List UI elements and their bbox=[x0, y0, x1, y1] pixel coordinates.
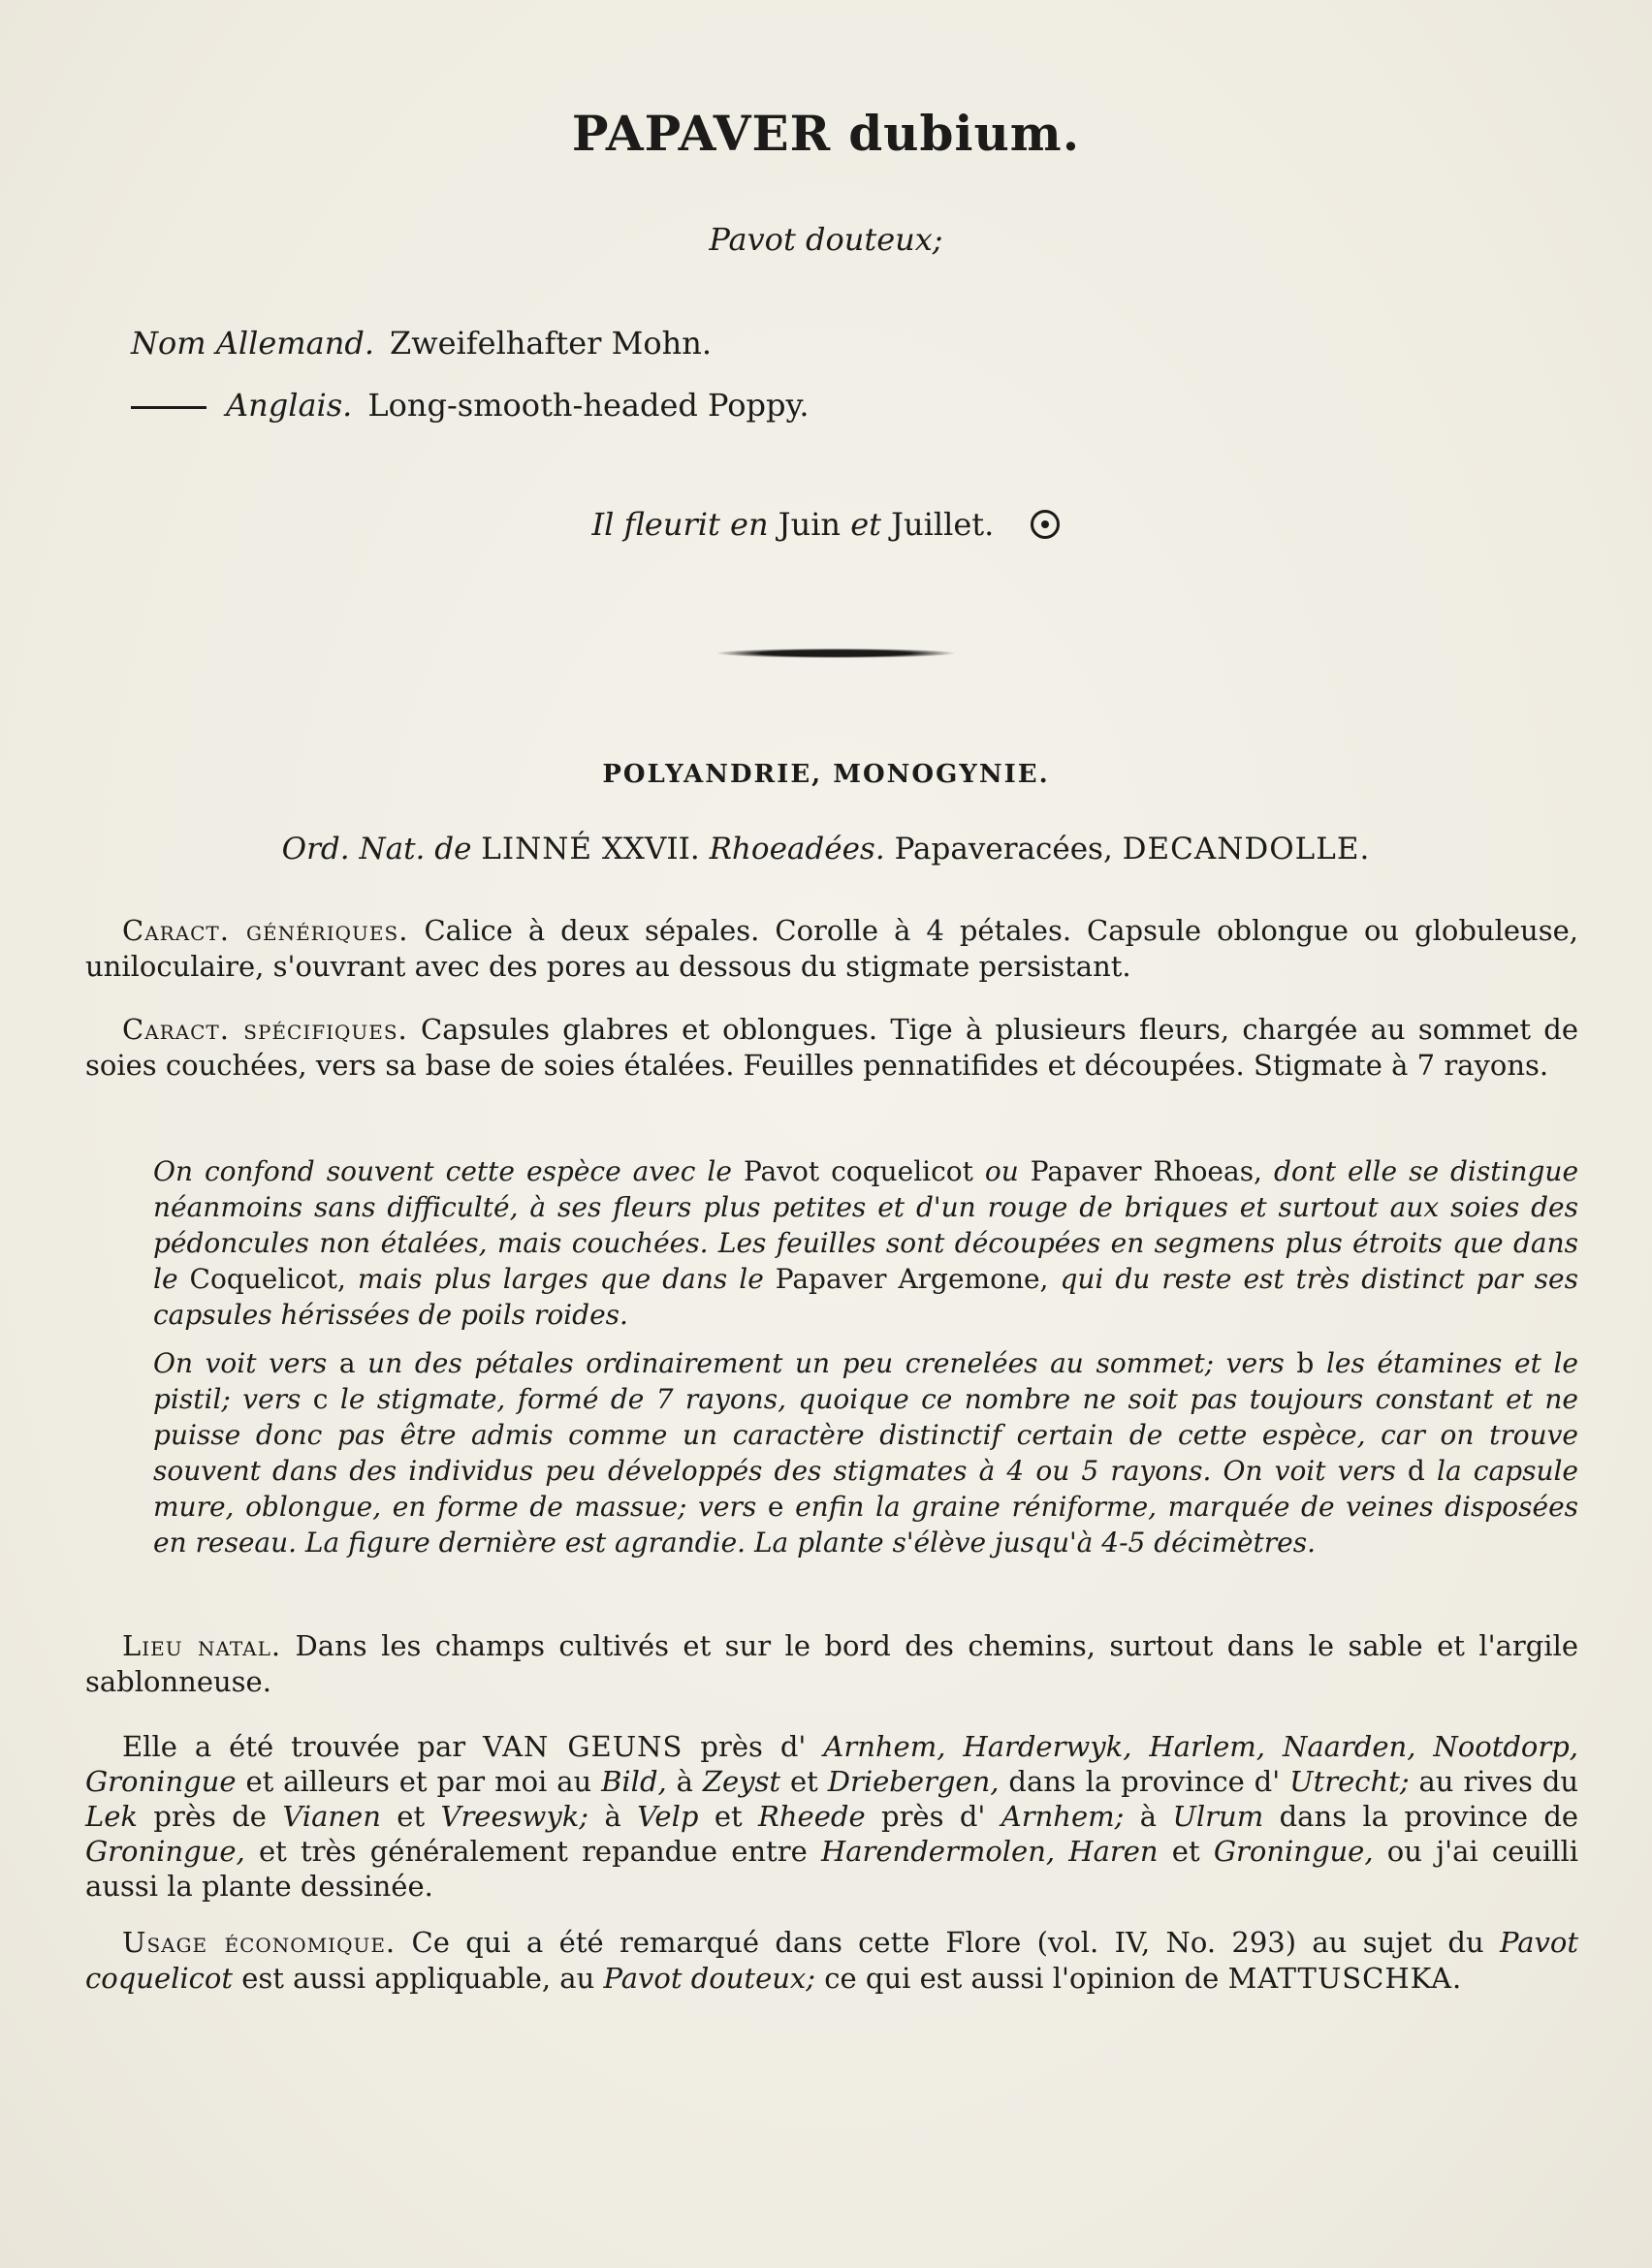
usage-f: MATTUSCHKA. bbox=[1227, 1962, 1463, 1995]
found-ab: Groningue, bbox=[85, 1835, 245, 1868]
found-c: près d' bbox=[700, 1730, 807, 1763]
note1-h: Papaver Argemone, bbox=[775, 1263, 1049, 1295]
found-p: Vianen bbox=[282, 1800, 381, 1833]
specific-label: Caract. spécifiques. bbox=[122, 1013, 408, 1046]
order-number: XXVII. bbox=[601, 832, 700, 866]
note2-a: On voit vers bbox=[153, 1347, 328, 1379]
found-u: et bbox=[714, 1800, 743, 1833]
note2-i: la capsule mure, oblongue, en forme de massue; vers bbox=[153, 1455, 1579, 1523]
title-genus: PAPAVER bbox=[571, 105, 832, 162]
usage-a: Ce qui a été remarqué dans cette Flore (vol. IV, No. 293) au sujet du bbox=[411, 1926, 1484, 1959]
note1-i: qui du reste est très distinct par ses capsules hérissées de poils roides. bbox=[153, 1263, 1578, 1331]
found-y: à bbox=[1139, 1800, 1158, 1833]
found-r: Vreeswyk; bbox=[440, 1800, 589, 1833]
order-papaveracees: Papaveracées, bbox=[894, 832, 1113, 866]
note1-d: Papaver Rhoeas, bbox=[1030, 1155, 1262, 1187]
found-h: Zeyst bbox=[702, 1765, 781, 1798]
note2-d: b bbox=[1296, 1347, 1315, 1379]
note1-e: dont elle se distingue néanmoins sans difficulté, à ses fleurs plus petites et d'un rouge de briques et surtout aux soies des pédoncules non étalées, mais couchées. Les feuilles sont découpées en segmens plus étroits que dans le bbox=[153, 1155, 1579, 1295]
found-ad: Harendermolen, Haren bbox=[820, 1835, 1159, 1868]
note2-e: les étamines et le pistil; vers bbox=[153, 1347, 1578, 1415]
note2-c: un des pétales ordinairement un peu crenelées au sommet; vers bbox=[367, 1347, 1285, 1379]
habitat-label: Lieu natal. bbox=[122, 1629, 282, 1662]
found-ae: et bbox=[1171, 1835, 1200, 1868]
french-name: Pavot douteux; bbox=[709, 221, 943, 258]
flowering-month-2: Juillet. bbox=[891, 506, 995, 543]
order-decandolle: DECANDOLLE. bbox=[1122, 832, 1371, 866]
german-name-row bbox=[131, 325, 810, 387]
found-w: près d' bbox=[881, 1800, 986, 1833]
common-names bbox=[131, 325, 810, 449]
flowering-et: et bbox=[850, 506, 881, 543]
note1-f: Coquelicot, bbox=[189, 1263, 346, 1295]
usage-c: est aussi appliquable, au bbox=[241, 1962, 595, 1995]
found-l: Utrecht; bbox=[1289, 1765, 1410, 1798]
linnean-class: POLYANDRIE, MONOGYNIE. bbox=[602, 760, 1050, 789]
note-paragraph-1 bbox=[153, 1153, 1578, 1333]
localities-paragraph bbox=[85, 1729, 1578, 1904]
specific-text: Capsules glabres et oblongues. Tige à plusieurs fleurs, chargée au sommet de soies couchées, vers sa base de soies étalées. Feuilles pennatifides et découpées. Stigmate à 7 rayons. bbox=[85, 1013, 1578, 1082]
order-a: Ord. Nat. de bbox=[281, 832, 472, 866]
note1-g: mais plus larges que dans le bbox=[357, 1263, 764, 1295]
found-o: près de bbox=[153, 1800, 267, 1833]
usage-d: Pavot douteux; bbox=[603, 1962, 816, 1995]
found-q: et bbox=[397, 1800, 426, 1833]
usage-e: ce qui est aussi l'opinion de bbox=[824, 1962, 1220, 1995]
usage-b: Pavot coquelicot bbox=[85, 1926, 1578, 1995]
habitat-paragraph bbox=[85, 1628, 1578, 1700]
note2-g: le stigmate, formé de 7 rayons, quoique ce nombre ne soit pas toujours constant et ne puisse donc pas être admis comme un caractère distinctif certain de cette espèce, car on trouve souvent dans des individus peu développés des stigmates à 4 ou 5 rayons. On voit vers bbox=[153, 1383, 1578, 1487]
note2-b: a bbox=[338, 1347, 356, 1379]
found-a: Elle a été trouvée par bbox=[122, 1730, 466, 1763]
found-z: Ulrum bbox=[1172, 1800, 1264, 1833]
found-ag: ou j'ai ceuilli aussi la plante dessinée. bbox=[85, 1835, 1579, 1903]
found-d: Arnhem, Harderwyk, Harlem, Naarden, Nootdorp, Groningue bbox=[85, 1730, 1579, 1798]
found-k: dans la province d' bbox=[1008, 1765, 1281, 1798]
note1-c: ou bbox=[984, 1155, 1019, 1187]
found-aa: dans la province de bbox=[1279, 1800, 1579, 1833]
found-af: Groningue, bbox=[1213, 1835, 1374, 1868]
found-j: Driebergen, bbox=[827, 1765, 1000, 1798]
note-paragraph-2 bbox=[153, 1345, 1578, 1560]
found-x: Arnhem; bbox=[1001, 1800, 1125, 1833]
generic-label: Caract. génériques. bbox=[122, 914, 409, 947]
found-b: VAN GEUNS bbox=[483, 1730, 683, 1763]
note1-b: Pavot coquelicot bbox=[743, 1155, 973, 1187]
natural-order bbox=[0, 832, 1652, 866]
german-label: Nom Allemand. bbox=[131, 325, 374, 362]
note2-j: e bbox=[767, 1491, 784, 1523]
title-species: dubium. bbox=[848, 105, 1081, 162]
generic-characters bbox=[85, 913, 1578, 985]
usage-label: Usage économique. bbox=[122, 1926, 397, 1959]
flowering-pre: Il fleurit en bbox=[591, 506, 769, 543]
found-f: Bild, bbox=[601, 1765, 667, 1798]
note2-f: c bbox=[312, 1383, 329, 1415]
english-label: Anglais. bbox=[226, 387, 353, 424]
found-v: Rheede bbox=[758, 1800, 866, 1833]
flowering-period bbox=[0, 506, 1652, 543]
found-t: Velp bbox=[637, 1800, 699, 1833]
found-i: et bbox=[789, 1765, 818, 1798]
found-m: au rives du bbox=[1418, 1765, 1579, 1798]
found-e: et ailleurs et par moi au bbox=[245, 1765, 592, 1798]
note2-k: enfin la graine réniforme, marquée de veines disposées en reseau. La figure dernière est agrandie. La plante s'élève jusqu'à 4-5 décimètres. bbox=[153, 1491, 1579, 1559]
economic-usage-paragraph bbox=[85, 1925, 1578, 1997]
order-linne: LINNÉ bbox=[481, 832, 592, 866]
note2-h: d bbox=[1407, 1455, 1425, 1487]
order-rhoeadees: Rhoeadées. bbox=[709, 832, 885, 866]
ditto-dash bbox=[131, 406, 206, 409]
found-ac: et très généralement repandue entre bbox=[258, 1835, 808, 1868]
found-n: Lek bbox=[85, 1800, 138, 1833]
generic-text: Calice à deux sépales. Corolle à 4 pétales. Capsule oblongue ou globuleuse, uniloculaire, s'ouvrant avec des pores au dessous du stigmate persistant. bbox=[85, 914, 1579, 983]
found-g: à bbox=[676, 1765, 693, 1798]
divider-rule bbox=[717, 648, 954, 658]
flowering-month-1: Juin bbox=[778, 506, 842, 543]
found-s: à bbox=[604, 1800, 621, 1833]
page-title bbox=[0, 105, 1652, 162]
english-name-row bbox=[131, 387, 810, 449]
note1-a: On confond souvent cette espèce avec le bbox=[153, 1155, 732, 1187]
specific-characters bbox=[85, 1012, 1578, 1084]
german-value: Zweifelhafter Mohn. bbox=[389, 325, 713, 362]
annual-sun-icon bbox=[1031, 510, 1060, 539]
english-value: Long-smooth-headed Poppy. bbox=[367, 387, 810, 424]
habitat-text: Dans les champs cultivés et sur le bord des chemins, surtout dans le sable et l'argile sablonneuse. bbox=[85, 1629, 1579, 1698]
